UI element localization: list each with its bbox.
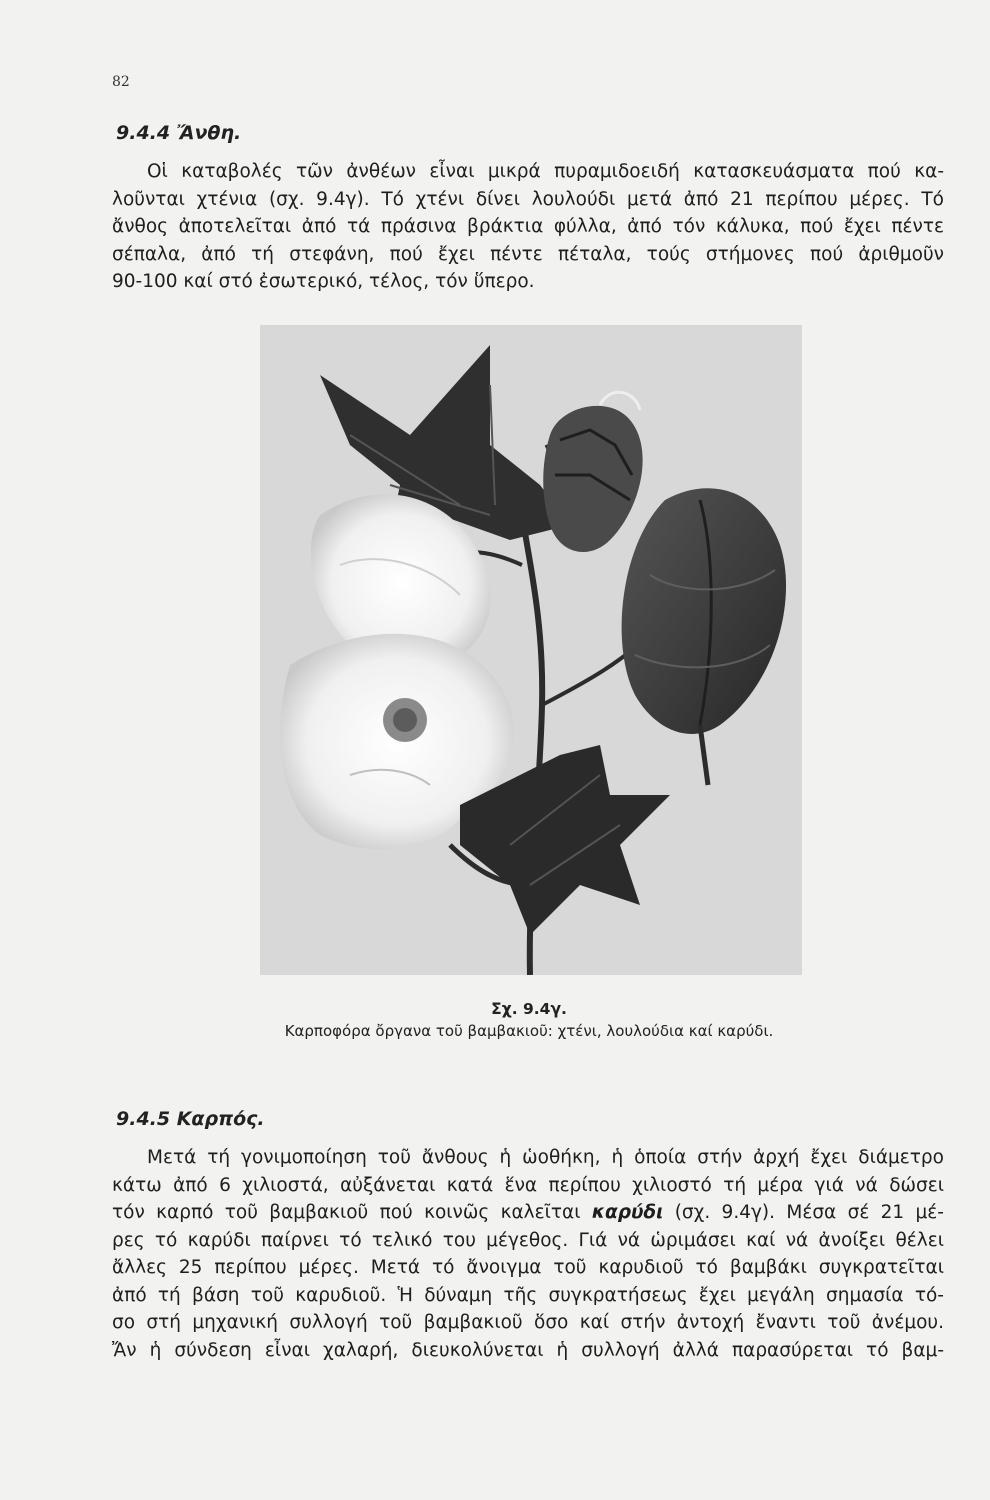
text-line: ἄλλες 25 περίπου μέρες. Μετά τό ἄνοιγμα τοῦ καρυδιοῦ τό βαμβάκι συγκρατεῖται [112,1257,944,1278]
text-line: ἀπό τή βάση τοῦ καρυδιοῦ. Ἡ δύναμη τῆς συγκρατήσεως ἔχει μεγάλη σημασία τό- [112,1284,944,1306]
paragraph-fruit [112,1144,944,1364]
text-line: Ἄν ἡ σύνδεση εἶναι χαλαρή, διευκολύνεται ἡ συλλογή ἀλλά παρασύρεται τό βαμ- [112,1339,944,1361]
text-line: ρες τό καρύδι παίρνει τό τελικό του μέγεθος. Γιά νά ὡριμάσει καί νά ἀνοίξει θέλει [112,1229,944,1251]
text-line: 90-100 καί στό ἐσωτερικό, τέλος, τόν ὕπερο. [112,271,535,292]
text-line: σο στή μηχανική συλλογή τοῦ βαμβακιοῦ ὅσο καί στήν ἀντοχή ἔναντι τοῦ ἀνέμου. [112,1312,944,1333]
text-segment: τόν καρπό τοῦ βαμβακιοῦ πού κοινῶς καλεῖται [112,1202,581,1223]
figure-label: Σχ. 9.4γ. [491,1000,567,1018]
text-segment: (σχ. 9.4γ). Μέσα σέ 21 μέ- [674,1202,944,1223]
section-heading-fruit: 9.4.5 Καρπός. [116,1108,265,1130]
text-line: κάτω ἀπό 6 χιλιοστά, αὐξάνεται κατά ἕνα περίπου χιλιοστό τή μέρα γιά νά δώσει [112,1174,944,1196]
text-line: ἄνθος ἀποτελεῖται ἀπό τά πράσινα βράκτια φύλλα, ἀπό τόν κάλυκα, πού ἔχει πέντε [112,216,944,237]
paragraph-flowers [112,158,944,296]
cotton-plant-illustration [260,325,802,975]
cotton-plant-photo [260,325,802,975]
text-line [112,1199,944,1227]
text-line: Οἱ καταβολές τῶν ἀνθέων εἶναι μικρά πυραμιδοειδή κατασκευάσματα πού κα- [147,161,944,182]
text-line: Μετά τή γονιμοποίηση τοῦ ἄνθους ἡ ὡοθήκη, ἡ ὁποία στήν ἀρχή ἔχει διάμετρο [147,1147,944,1168]
text-line: λοῦνται χτένια (σχ. 9.4γ). Τό χτένι δίνει λουλούδι μετά ἀπό 21 περίπου μέρες. Τό [112,188,944,210]
emphasized-term: καρύδι [591,1202,664,1223]
text-line: σέπαλα, ἀπό τή στεφάνη, πού ἔχει πέντε πέταλα, τούς στήμονες πού ἀριθμοῦν [112,243,944,265]
figure-caption: Καρποφόρα ὄργανα τοῦ βαμβακιοῦ: χτένι, λουλούδια καί καρύδι. [284,1022,774,1040]
page-number: 82 [112,74,130,90]
section-heading-flowers: 9.4.4 Ἄνθη. [116,122,242,144]
